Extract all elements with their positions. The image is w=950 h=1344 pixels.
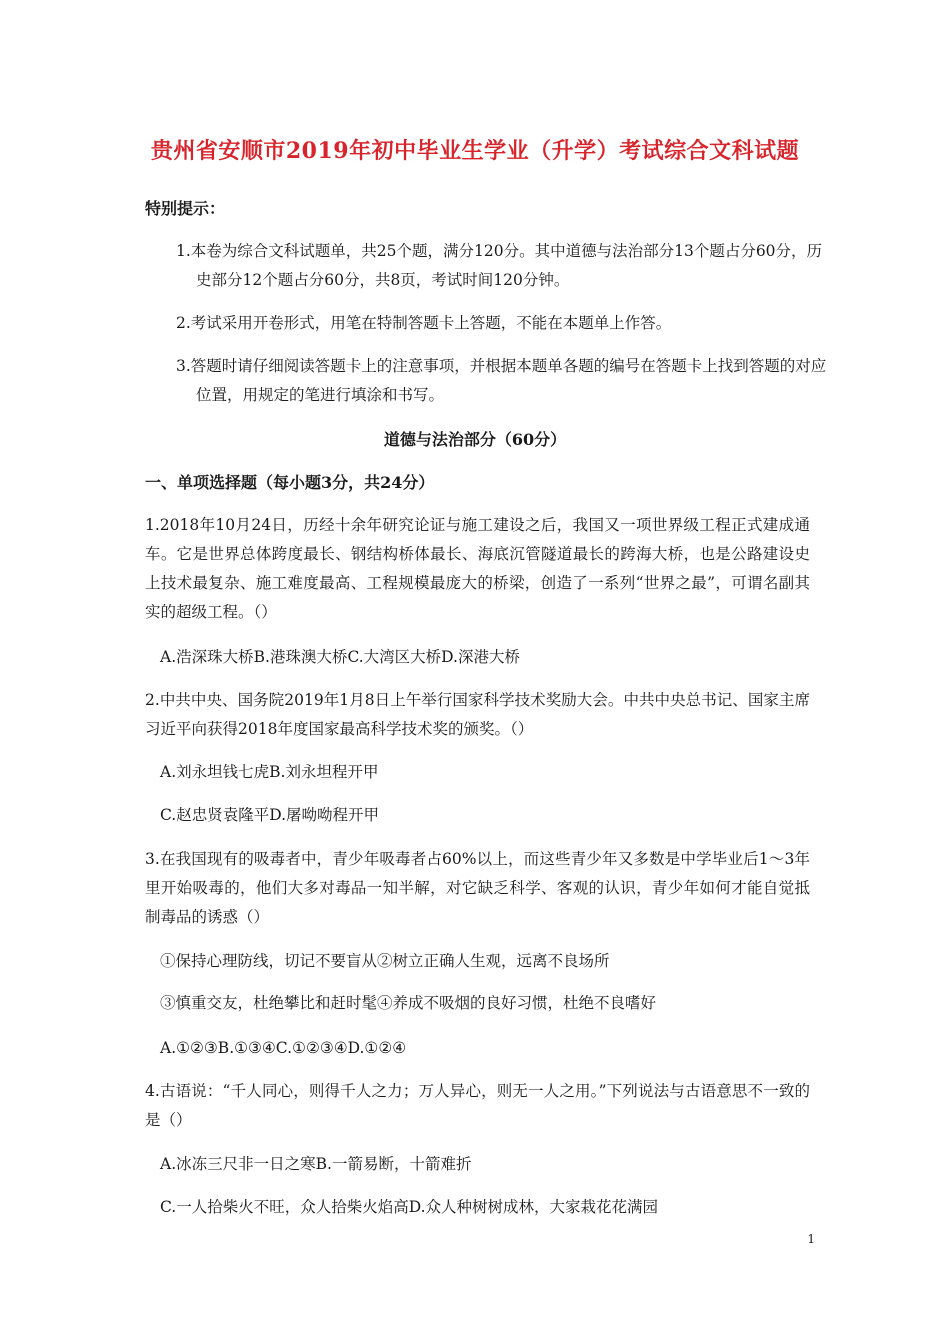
part-heading: 一、单项选择题（每小题3分，共24分） [145, 473, 435, 492]
question-4-option-line: C.一人拾柴火不旺，众人拾柴火焰高D.众人种树树成林，大家栽花花满园 [160, 1198, 659, 1216]
question-3-option-line: ③慎重交友，杜绝攀比和赶时髦④养成不吸烟的良好习惯，杜绝不良嗜好 [160, 994, 657, 1012]
question-1-option-line: A.浩深珠大桥B.港珠澳大桥C.大湾区大桥D.深港大桥 [160, 648, 520, 666]
question-3-option-line: ①保持心理防线，切记不要盲从②树立正确人生观，远离不良场所 [160, 952, 610, 970]
question-2-option-line: A.刘永坦钱七虎B.刘永坦程开甲 [160, 763, 379, 781]
notice-heading: 特别提示： [145, 199, 226, 218]
question-2-stem: 2.中共中央、国务院2019年1月8日上午举行国家科学技术奖励大会。中共中央总书记、国家主席习近平向获得2018年度国家最高科学技术奖的颁奖。（） [145, 691, 810, 738]
document-title: 贵州省安顺市2019年初中毕业生学业（升学）考试综合文科试题 [150, 138, 800, 164]
section-title: 道德与法治部分（60分） [383, 430, 567, 449]
question-3-stem: 3.在我国现有的吸毒者中，青少年吸毒者占60%以上，而这些青少年又多数是中学毕业后1～3年里开始吸毒的，他们大多对毒品一知半解，对它缺乏科学、客观的认识，青少年如何才能自觉抵制毒品的诱惑（） [145, 850, 810, 926]
question-4-stem: 4.古语说：“千人同心，则得千人之力；万人异心，则无一人之用。”下列说法与古语意思不一致的是（） [145, 1082, 810, 1129]
notice-item-3: 3.答题时请仔细阅读答题卡上的注意事项，并根据本题单各题的编号在答题卡上找到答题的对应位置，用规定的笔进行填涂和书写。 [176, 357, 827, 404]
question-1-stem: 1.2018年10月24日，历经十余年研究论证与施工建设之后，我国又一项世界级工程正式建成通车。它是世界总体跨度最长、钢结构桥体最长、海底沉管隧道最长的跨海大桥，也是公路建设史上技术最复杂、施工难度最高、工程规模最庞大的桥梁，创造了一系列“世界之最”，可谓名副其实的超级工程。（） [145, 516, 810, 621]
notice-item-1: 1.本卷为综合文科试题单，共25个题，满分120分。其中道德与法治部分13个题占分60分，历史部分12个题占分60分，共8页，考试时间120分钟。 [176, 242, 823, 289]
question-2-option-line: C.赵忠贤袁隆平D.屠呦呦程开甲 [160, 806, 380, 824]
notice-item-2: 2.考试采用开卷形式，用笔在特制答题卡上答题，不能在本题单上作答。 [176, 314, 672, 332]
question-3-option-line: A.①②③B.①③④C.①②③④D.①②④ [160, 1039, 407, 1057]
page-number: 1 [807, 1232, 815, 1246]
question-4-option-line: A.冰冻三尺非一日之寒B.一箭易断，十箭难折 [160, 1155, 472, 1173]
